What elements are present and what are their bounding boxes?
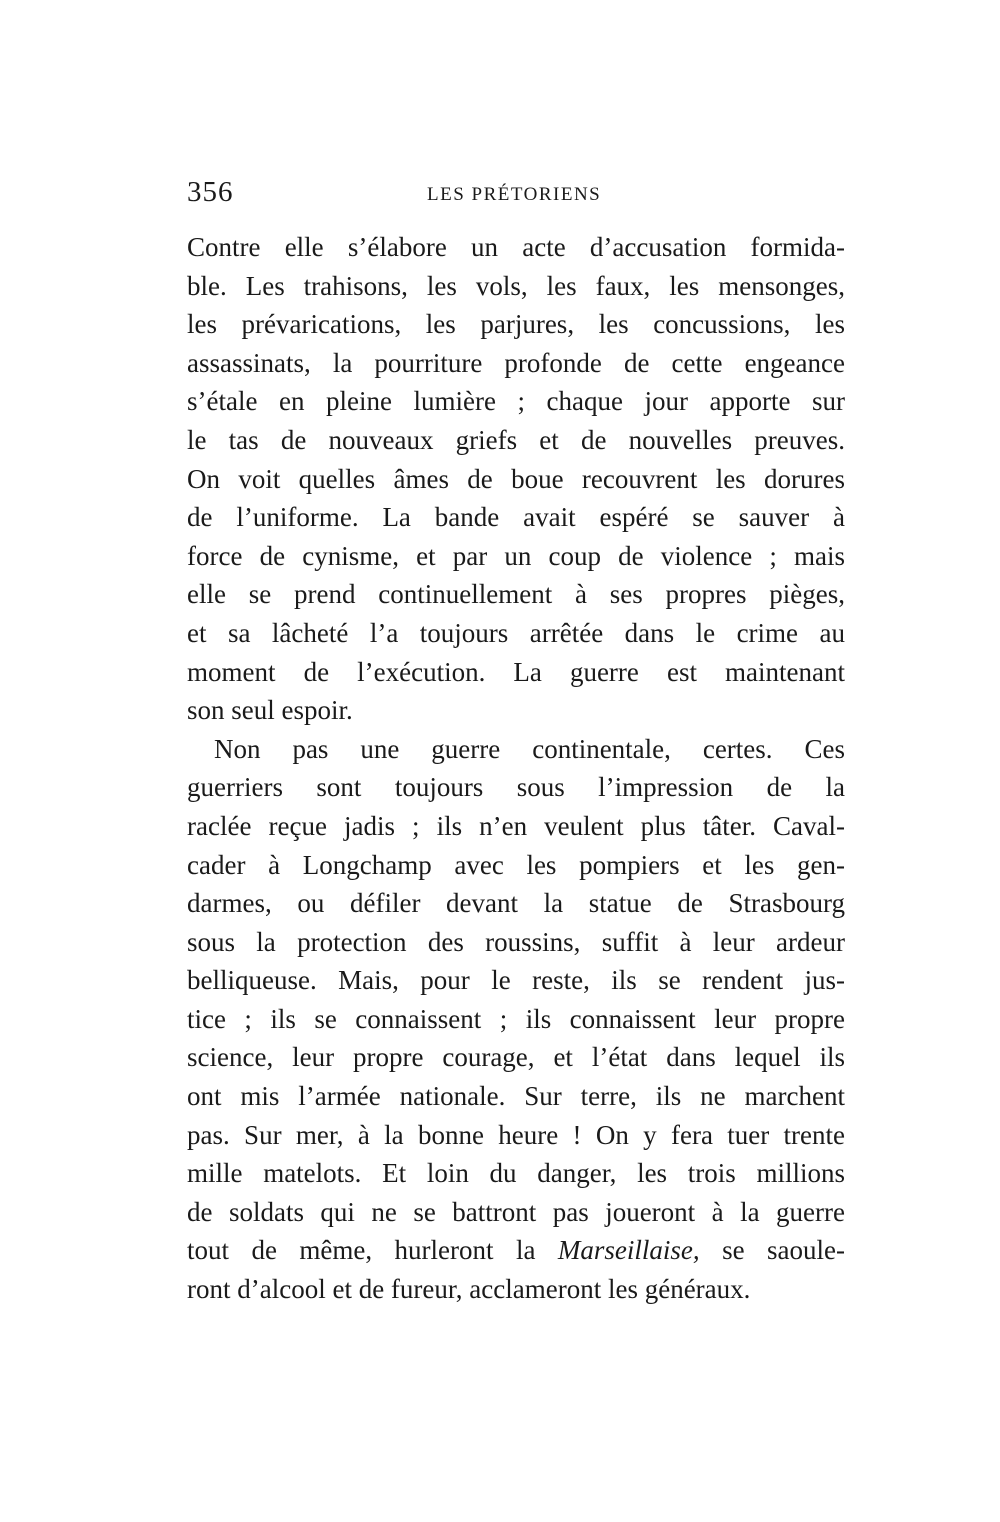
text-line: les prévarications, les parjures, les concussions, les: [187, 309, 845, 340]
running-head: [187, 176, 845, 216]
text-line: On voit quelles âmes de boue recouvrent les dorures: [187, 463, 845, 494]
text-line: tice ; ils se connaissent ; ils connaissent leur propre: [187, 1003, 845, 1034]
text-line: pas. Sur mer, à la bonne heure ! On y fera tuer trente: [187, 1119, 845, 1150]
text-line: ront d’alcool et de fureur, acclameront les généraux.: [187, 1274, 751, 1305]
text-line: et sa lâcheté l’a toujours arrêtée dans le crime au: [187, 617, 845, 648]
text-line: de soldats qui ne se battront pas joueront à la guerre: [187, 1196, 845, 1227]
text-line: Non pas une guerre continentale, certes. Ces: [214, 733, 845, 764]
text-line: raclée reçue jadis ; ils n’en veulent plus tâter. Caval-: [187, 810, 845, 841]
text-line: force de cynisme, et par un coup de violence ; mais: [187, 540, 845, 571]
text-line: de l’uniforme. La bande avait espéré se sauver à: [187, 502, 845, 533]
text-run: tout de même, hurleront la: [187, 1235, 558, 1266]
text-line: science, leur propre courage, et l’état dans lequel ils: [187, 1042, 845, 1073]
page-number: 356: [187, 176, 234, 208]
text-line: son seul espoir.: [187, 695, 353, 726]
text-line: s’étale en pleine lumière ; chaque jour apporte sur: [187, 386, 845, 417]
text-line-with-italic: [187, 1231, 845, 1270]
text-line: le tas de nouveaux griefs et de nouvelles preuves.: [187, 424, 845, 455]
text-line: ont mis l’armée nationale. Sur terre, ils ne marchent: [187, 1081, 845, 1112]
text-line: belliqueuse. Mais, pour le reste, ils se rendent jus-: [187, 965, 845, 996]
text-line: moment de l’exécution. La guerre est maintenant: [187, 656, 845, 687]
italic-title: Marseillaise,: [557, 1235, 700, 1266]
text-line: sous la protection des roussins, suffit à leur ardeur: [187, 926, 845, 957]
text-line: cader à Longchamp avec les pompiers et les gen-: [187, 849, 845, 880]
paragraph: [187, 228, 845, 730]
text-line: guerriers sont toujours sous l’impression de la: [187, 772, 845, 803]
text-line: elle se prend continuellement à ses propres pièges,: [187, 579, 845, 610]
text-line: mille matelots. Et loin du danger, les trois millions: [187, 1158, 845, 1189]
text-line: darmes, ou défiler devant la statue de Strasbourg: [187, 888, 845, 919]
text-line: Contre elle s’élabore un acte d’accusation formida-: [187, 232, 845, 262]
text-line: assassinats, la pourriture profonde de cette engeance: [187, 347, 845, 378]
text-line: ble. Les trahisons, les vols, les faux, les mensonges,: [187, 270, 845, 301]
paragraph: [187, 730, 845, 1309]
body-text: [187, 228, 845, 1309]
running-title: LES PRÉTORIENS: [427, 184, 602, 205]
text-run: se saoule-: [699, 1235, 845, 1266]
